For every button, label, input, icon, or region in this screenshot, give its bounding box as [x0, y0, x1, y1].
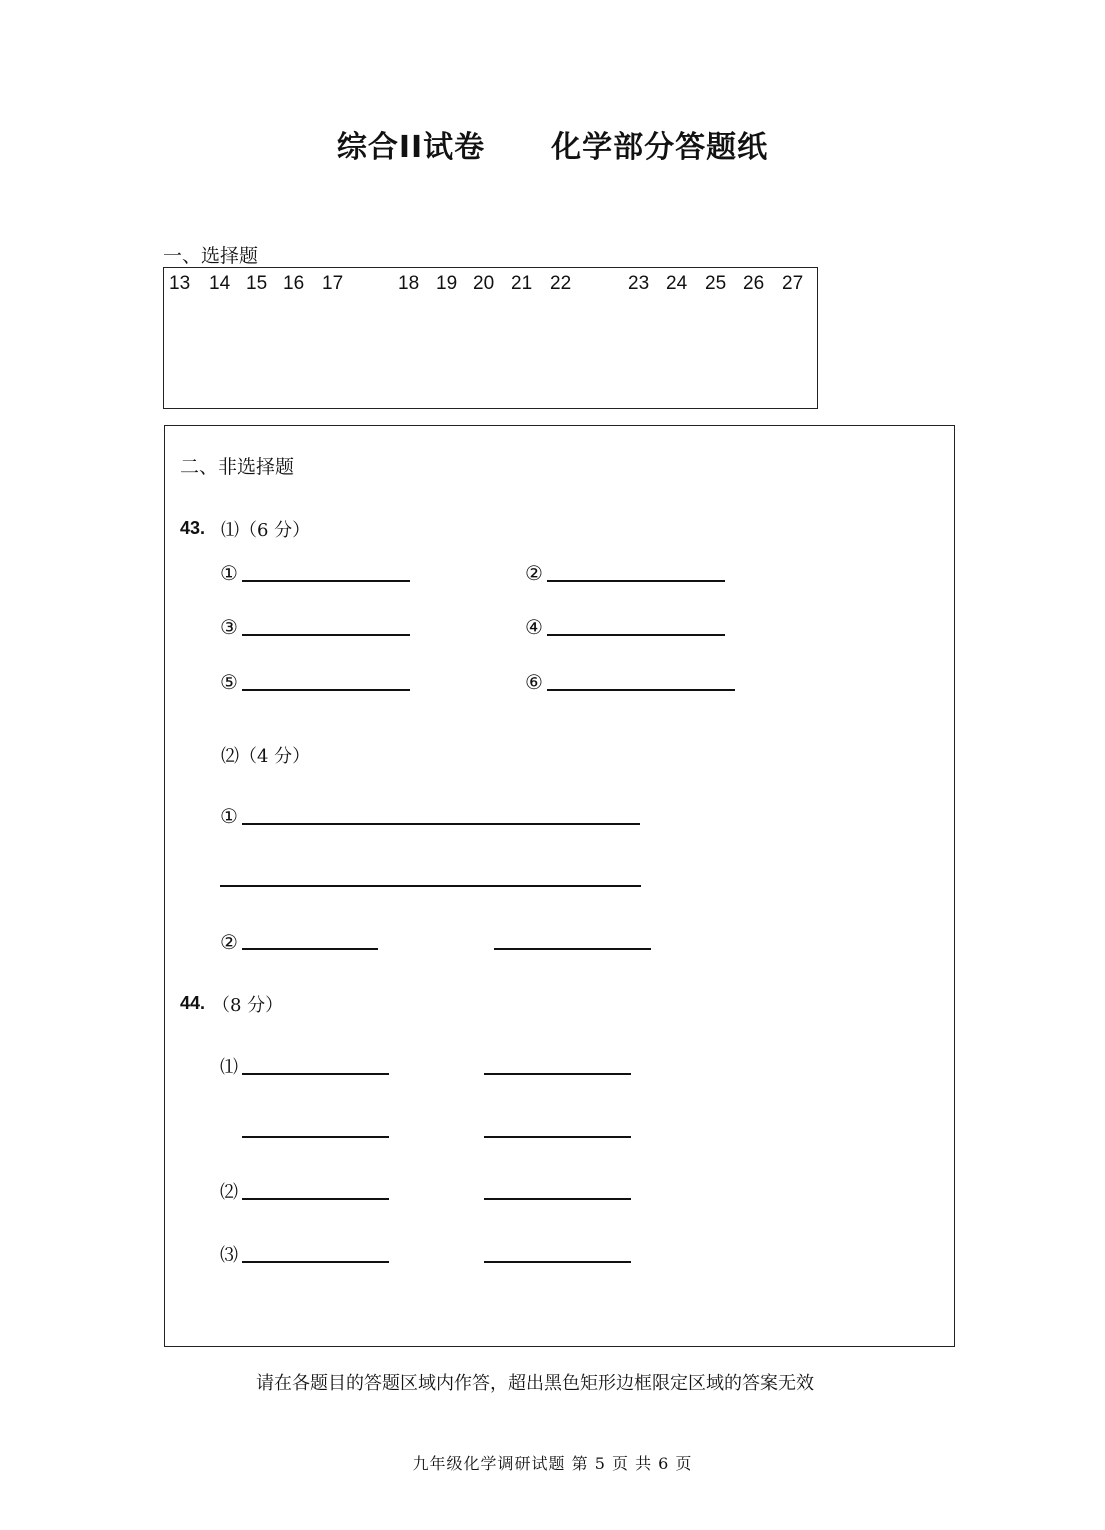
- q44-part-label: ⑵: [220, 1182, 238, 1203]
- choice-number: 17: [322, 273, 344, 294]
- q44-part-label: ⑶: [220, 1245, 238, 1266]
- answer-line[interactable]: [547, 634, 725, 636]
- answer-line[interactable]: [242, 1073, 389, 1075]
- q43-part1-label: ⑴（6 分）: [221, 520, 311, 541]
- question-number-44: 44.: [180, 993, 206, 1013]
- q43-part2-label: ⑵（4 分）: [221, 746, 311, 767]
- choice-number: 23: [628, 273, 650, 294]
- section1-heading: 一、选择题: [163, 245, 259, 267]
- answer-line[interactable]: [242, 948, 378, 950]
- choice-number: 16: [283, 273, 305, 294]
- answer-line[interactable]: [494, 948, 651, 950]
- choice-number: 24: [666, 273, 688, 294]
- choice-number: 26: [743, 273, 765, 294]
- answer-line[interactable]: [547, 580, 725, 582]
- choice-number: 21: [511, 273, 533, 294]
- answer-mark: ②: [525, 561, 543, 585]
- answer-line[interactable]: [242, 823, 640, 825]
- section2-heading: 二、非选择题: [180, 456, 295, 478]
- answer-mark: ⑥: [525, 670, 543, 694]
- answer-mark: ②: [220, 930, 238, 954]
- choice-number: 20: [473, 273, 495, 294]
- answer-mark: ③: [220, 615, 238, 639]
- answer-line[interactable]: [547, 689, 735, 691]
- page-title: [0, 122, 1105, 166]
- answer-area-notice: 请在各题目的答题区域内作答，超出黑色矩形边框限定区域的答案无效: [256, 1373, 814, 1394]
- question-number-43: 43.: [180, 518, 206, 538]
- answer-mark: ①: [220, 804, 238, 828]
- answer-line[interactable]: [484, 1261, 631, 1263]
- answer-mark: ④: [525, 615, 543, 639]
- answer-line[interactable]: [242, 580, 410, 582]
- choice-number: 14: [209, 273, 231, 294]
- answer-mark: ①: [220, 561, 238, 585]
- answer-line[interactable]: [484, 1073, 631, 1075]
- answer-line[interactable]: [242, 1198, 389, 1200]
- choice-number: 18: [398, 273, 420, 294]
- title-part1: 综合II试卷: [336, 130, 486, 165]
- choice-number: 15: [246, 273, 268, 294]
- title-part2: 化学部分答题纸: [551, 130, 769, 165]
- choice-number: 13: [169, 273, 191, 294]
- page-footer: 九年级化学调研试题 第 5 页 共 6 页: [412, 1454, 693, 1473]
- answer-line[interactable]: [242, 634, 410, 636]
- answer-mark: ⑤: [220, 670, 238, 694]
- q44-part-label: ⑴: [220, 1057, 238, 1078]
- choice-number: 27: [782, 273, 804, 294]
- answer-line[interactable]: [484, 1198, 631, 1200]
- answer-line[interactable]: [242, 689, 410, 691]
- answer-line[interactable]: [484, 1136, 631, 1138]
- choice-number: 19: [436, 273, 458, 294]
- answer-line[interactable]: [242, 1136, 389, 1138]
- choice-number: 22: [550, 273, 572, 294]
- answer-line[interactable]: [242, 1261, 389, 1263]
- choice-number: 25: [705, 273, 727, 294]
- answer-line[interactable]: [220, 885, 641, 887]
- q44-label: （8 分）: [212, 995, 284, 1016]
